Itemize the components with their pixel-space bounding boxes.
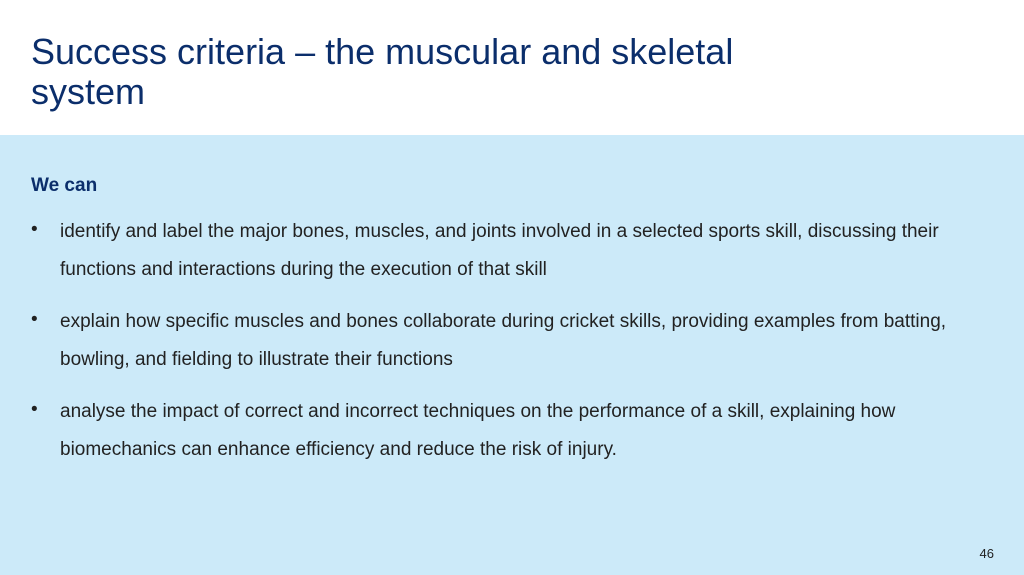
success-criteria-list xyxy=(31,213,971,483)
criterion-text: analyse the impact of correct and incorrect techniques on the performance of a skill, explaining how biomechanics can enhance efficiency and reduce the risk of injury. xyxy=(60,401,896,460)
criterion-text: identify and label the major bones, muscles, and joints involved in a selected sports skill, discussing their functions and interactions during the execution of that skill xyxy=(60,221,939,280)
criterion-text: explain how specific muscles and bones collaborate during cricket skills, providing examples from batting, bowling, and fielding to illustrate their functions xyxy=(60,311,947,370)
title-area xyxy=(0,0,1024,135)
content-panel xyxy=(0,135,1024,575)
criterion-item xyxy=(31,303,971,379)
bullet-icon: • xyxy=(31,399,38,420)
page-number: 46 xyxy=(979,546,994,561)
criterion-item xyxy=(31,213,971,289)
criterion-item xyxy=(31,393,971,469)
slide-title: Success criteria – the muscular and skeletal system xyxy=(31,31,734,112)
intro-label: We can xyxy=(31,175,98,196)
bullet-icon: • xyxy=(31,219,38,240)
bullet-icon: • xyxy=(31,309,38,330)
